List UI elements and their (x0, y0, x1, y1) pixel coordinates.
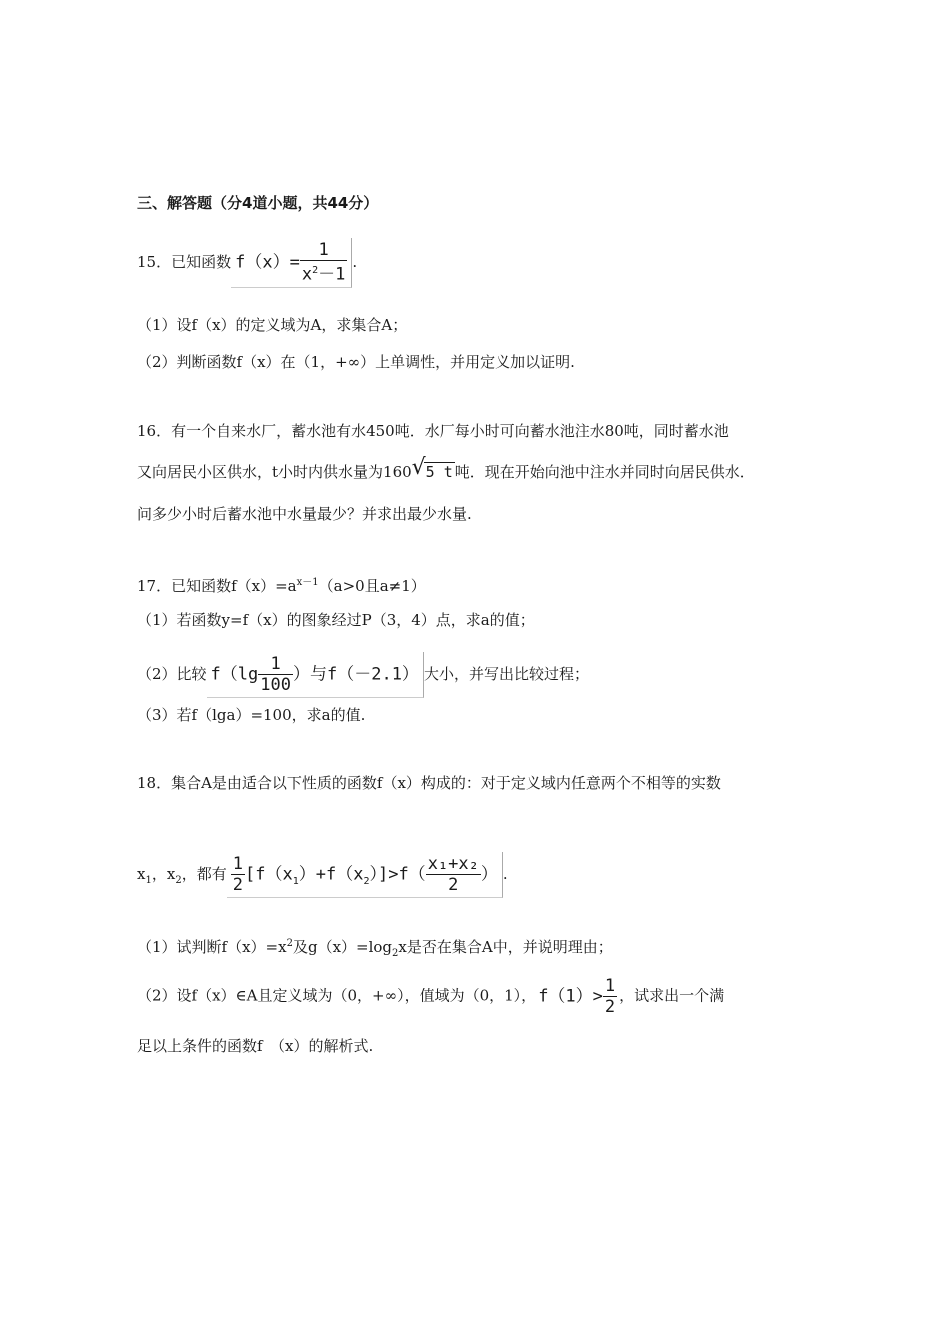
q18-f-sub1: 1 (292, 875, 299, 887)
q15-den-base: x (301, 264, 313, 285)
q18-x1-sub: 1 (145, 875, 152, 886)
q18-condition (137, 852, 508, 898)
q18-f-sub2: 2 (363, 875, 370, 887)
q18-part2-formula (536, 976, 619, 1017)
q18-part1-a: （1）试判断f（x）=x (137, 938, 287, 956)
q18-comma: ， (151, 865, 167, 883)
q15-part2: （2）判断函数f（x）在（1，+∞）上单调性，并用定义加以证明. (137, 353, 575, 371)
q18-part1-exp: 2 (286, 938, 293, 949)
q18-part3: 足以上条件的函数f （x）的解析式. (137, 1037, 374, 1055)
q18-x2-sub: 2 (175, 875, 182, 886)
q16-line3: 问多少小时后蓄水池中水量最少？并求出最少水量. (137, 505, 472, 523)
q17-stem-exp: x－1 (296, 577, 319, 588)
q17-frac-num: 1 (270, 654, 281, 674)
q17-part2-suffix: 大小，并写出比较过程； (423, 665, 589, 683)
q15-stem (137, 238, 357, 288)
q17-stem (137, 573, 426, 596)
q15-part1: （1）设f（x）的定义域为A，求集合A； (137, 316, 408, 334)
sqrt-radical-icon: √ (411, 455, 426, 480)
q18-period: . (502, 865, 508, 883)
q18-part2-frac (603, 976, 617, 1017)
q15-formula (231, 238, 352, 288)
q18-part1-b: 及g（x）=log (292, 938, 393, 956)
q17-part1: （1）若函数y=f（x）的图象经过P（3，4）点，求a的值； (137, 611, 535, 629)
q18-part1-c: x是否在集合A中，并说明理由； (398, 938, 613, 956)
q16-line1: 16．有一个自来水厂，蓄水池有水450吨．水厂每小时可向蓄水池注水80吨，同时蓄水池 (137, 422, 729, 440)
q18-part2-b: ，试求出一个满 (619, 986, 725, 1005)
q17-frac-den: 100 (260, 675, 291, 695)
q17-part2 (137, 652, 589, 698)
q17-stem-b: （a>0且a≠1） (318, 577, 426, 595)
q16-line2 (137, 455, 755, 482)
q15-den-rest: －1 (318, 264, 346, 285)
q18-half-den: 2 (232, 875, 243, 895)
q18-half-frac (231, 854, 245, 895)
q17-fraction (258, 654, 293, 695)
q15-frac-den (300, 260, 348, 285)
q18-mean-frac (426, 854, 481, 895)
q15-prefix: 15．已知函数 (137, 252, 232, 271)
q17-f-lg: f（lg (210, 664, 259, 685)
q15-period: . (352, 252, 358, 271)
q18-duyou: ，都有 (181, 865, 227, 883)
q18-part2-f: f（1）> (538, 986, 603, 1007)
q18-part2-a: （2）设f（x）∈A且定义域为（0，+∞），值域为（0，1）， (137, 986, 537, 1005)
q17-part2-prefix: （2）比较 (137, 665, 207, 683)
q18-part1-sub: 2 (392, 948, 399, 959)
q17-stem-a: 17．已知函数f（x）=a (137, 577, 297, 595)
q18-part1 (137, 934, 613, 964)
q18-part2-num: 1 (604, 976, 616, 996)
q18-part2 (137, 976, 724, 1017)
q18-f-mid2: ）+f（x (298, 864, 364, 885)
q18-formula (227, 852, 503, 898)
q18-half-num: 1 (232, 854, 243, 874)
q18-x2: x (166, 865, 176, 883)
q18-mean-num: x₁+x₂ (427, 854, 479, 874)
q17-part3: （3）若f（lga）=100，求a的值. (137, 706, 366, 724)
q18-line1: 18．集合A是由适合以下性质的函数f（x）构成的：对于定义域内任意两个不相等的实数 (137, 774, 721, 792)
q18-f-mid: [f（x (244, 864, 293, 885)
q18-f-close: ） (480, 864, 498, 885)
q16-sqrt-content: 5 t (425, 463, 453, 481)
q16-line2-b: 吨．现在开始向池中注水并同时向居民供水． (454, 463, 755, 481)
section-title: 三、解答题（分4道小题，共44分） (137, 194, 379, 212)
q15-den-exp: 2 (312, 265, 319, 276)
q18-f-mid3: ）]>f（ (369, 864, 426, 885)
q15-frac-num: 1 (318, 240, 329, 260)
q16-line2-a: 又向居民小区供水，t小时内供水量为160 (137, 463, 412, 481)
q17-formula-rest: ）与f（－2.1） (292, 664, 419, 685)
q17-formula (207, 652, 424, 698)
q15-formula-lhs: f（x）= (235, 252, 300, 273)
q18-x1: x (137, 865, 146, 883)
q18-part2-den: 2 (604, 997, 616, 1017)
q15-fraction (300, 240, 348, 285)
q16-sqrt (411, 455, 455, 482)
q18-mean-den: 2 (426, 874, 481, 895)
